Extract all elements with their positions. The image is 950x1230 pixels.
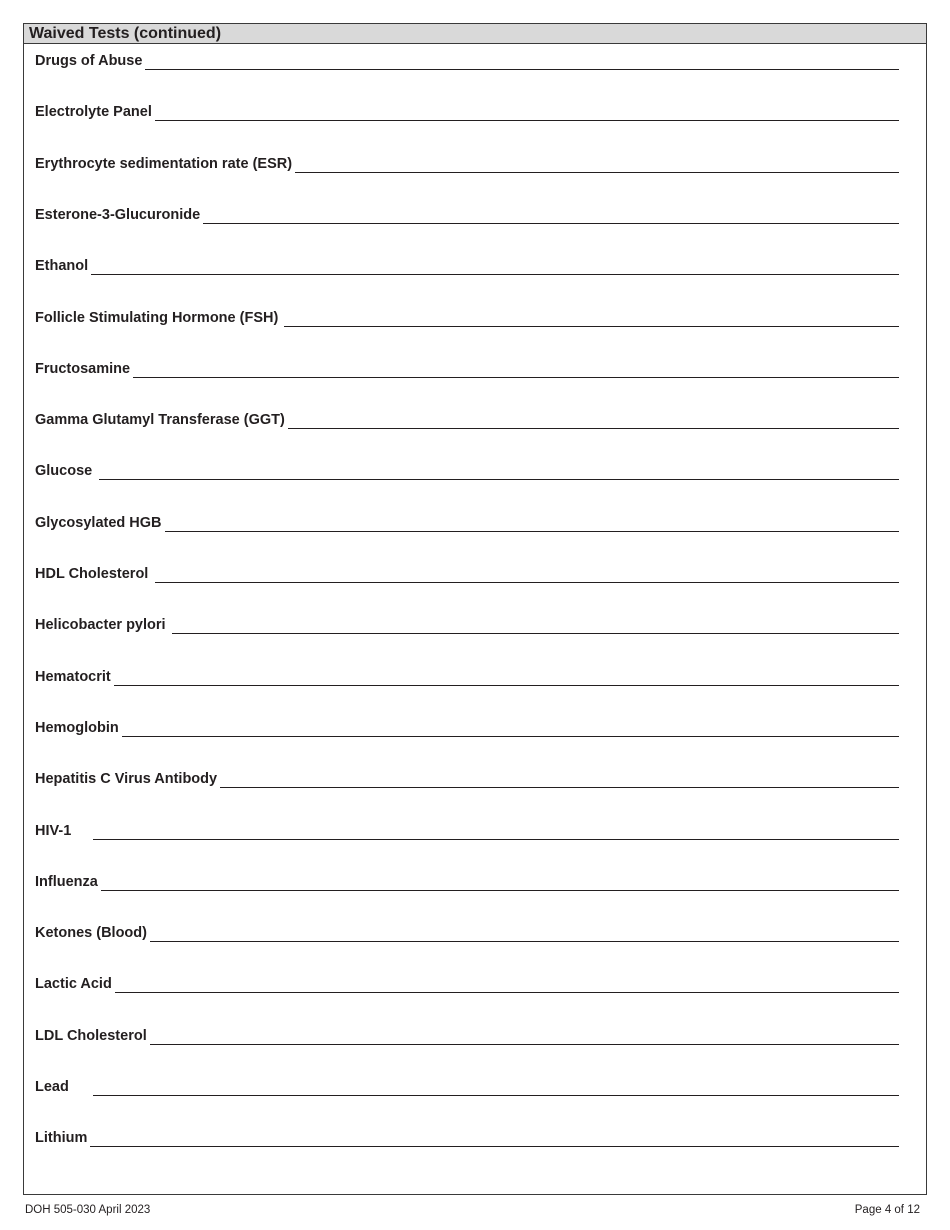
test-row	[35, 821, 899, 841]
test-row	[35, 923, 899, 943]
test-answer-line[interactable]	[93, 1095, 899, 1096]
test-answer-line[interactable]	[203, 223, 899, 224]
test-answer-line[interactable]	[145, 69, 899, 70]
test-label: Erythrocyte sedimentation rate (ESR)	[35, 155, 293, 172]
test-label: HDL Cholesterol	[35, 566, 149, 582]
test-label: Hemoglobin	[35, 719, 119, 736]
test-row	[35, 410, 899, 430]
test-answer-line[interactable]	[150, 1044, 899, 1045]
test-answer-line[interactable]	[165, 531, 899, 532]
test-answer-line[interactable]	[284, 326, 899, 327]
test-label: Glycosylated HGB	[35, 514, 162, 531]
test-row	[35, 359, 899, 379]
test-row	[35, 667, 899, 687]
test-label: Drugs of Abuse	[35, 53, 143, 69]
test-answer-line[interactable]	[150, 941, 899, 942]
test-answer-line[interactable]	[91, 274, 899, 275]
test-row	[35, 615, 899, 635]
test-answer-line[interactable]	[172, 633, 899, 634]
test-answer-line[interactable]	[101, 890, 899, 891]
test-answer-line[interactable]	[220, 787, 899, 788]
test-label: Follicle Stimulating Hormone (FSH)	[35, 309, 279, 326]
test-answer-line[interactable]	[114, 685, 899, 686]
test-answer-line[interactable]	[99, 479, 899, 480]
test-row	[35, 513, 899, 533]
test-row	[35, 718, 899, 738]
test-row	[35, 205, 899, 225]
test-label: Influenza	[35, 873, 98, 890]
test-answer-line[interactable]	[90, 1146, 899, 1147]
test-row	[35, 769, 899, 789]
test-label: Esterone-3-Glucuronide	[35, 206, 201, 223]
test-answer-line[interactable]	[122, 736, 899, 737]
test-row	[35, 974, 899, 994]
test-answer-line[interactable]	[93, 839, 899, 840]
test-label: HIV-1	[35, 822, 72, 839]
test-label: Hematocrit	[35, 668, 111, 685]
test-row	[35, 102, 899, 122]
test-answer-line[interactable]	[288, 428, 899, 429]
test-answer-line[interactable]	[133, 377, 899, 378]
test-label: Lithium	[35, 1130, 88, 1147]
test-row	[35, 1128, 899, 1148]
test-row	[35, 872, 899, 892]
form-id: DOH 505-030 April 2023	[25, 1204, 151, 1216]
test-row	[35, 461, 899, 481]
test-answer-line[interactable]	[155, 582, 899, 583]
test-label: Electrolyte Panel	[35, 104, 152, 121]
waived-tests-form	[23, 23, 927, 1195]
section-header: Waived Tests (continued)	[24, 24, 926, 44]
test-label: LDL Cholesterol	[35, 1027, 147, 1044]
test-row	[35, 51, 899, 71]
test-row	[35, 564, 899, 584]
test-label: Ketones (Blood)	[35, 925, 147, 942]
test-row	[35, 154, 899, 174]
test-label: Glucose	[35, 463, 93, 480]
page-number: Page 4 of 12	[854, 1204, 920, 1216]
test-answer-line[interactable]	[155, 120, 899, 121]
test-answer-line[interactable]	[295, 172, 899, 173]
test-row	[35, 1026, 899, 1046]
test-label: Lactic Acid	[35, 976, 112, 993]
test-row	[35, 256, 899, 276]
test-label: Hepatitis C Virus Antibody	[35, 771, 218, 788]
test-label: Ethanol	[35, 258, 89, 275]
test-answer-line[interactable]	[115, 992, 899, 993]
test-row	[35, 1077, 899, 1097]
test-row	[35, 308, 899, 328]
test-label: Lead	[35, 1079, 69, 1095]
test-label: Fructosamine	[35, 360, 131, 377]
test-label: Helicobacter pylori	[35, 617, 166, 634]
test-label: Gamma Glutamyl Transferase (GGT)	[35, 412, 285, 429]
